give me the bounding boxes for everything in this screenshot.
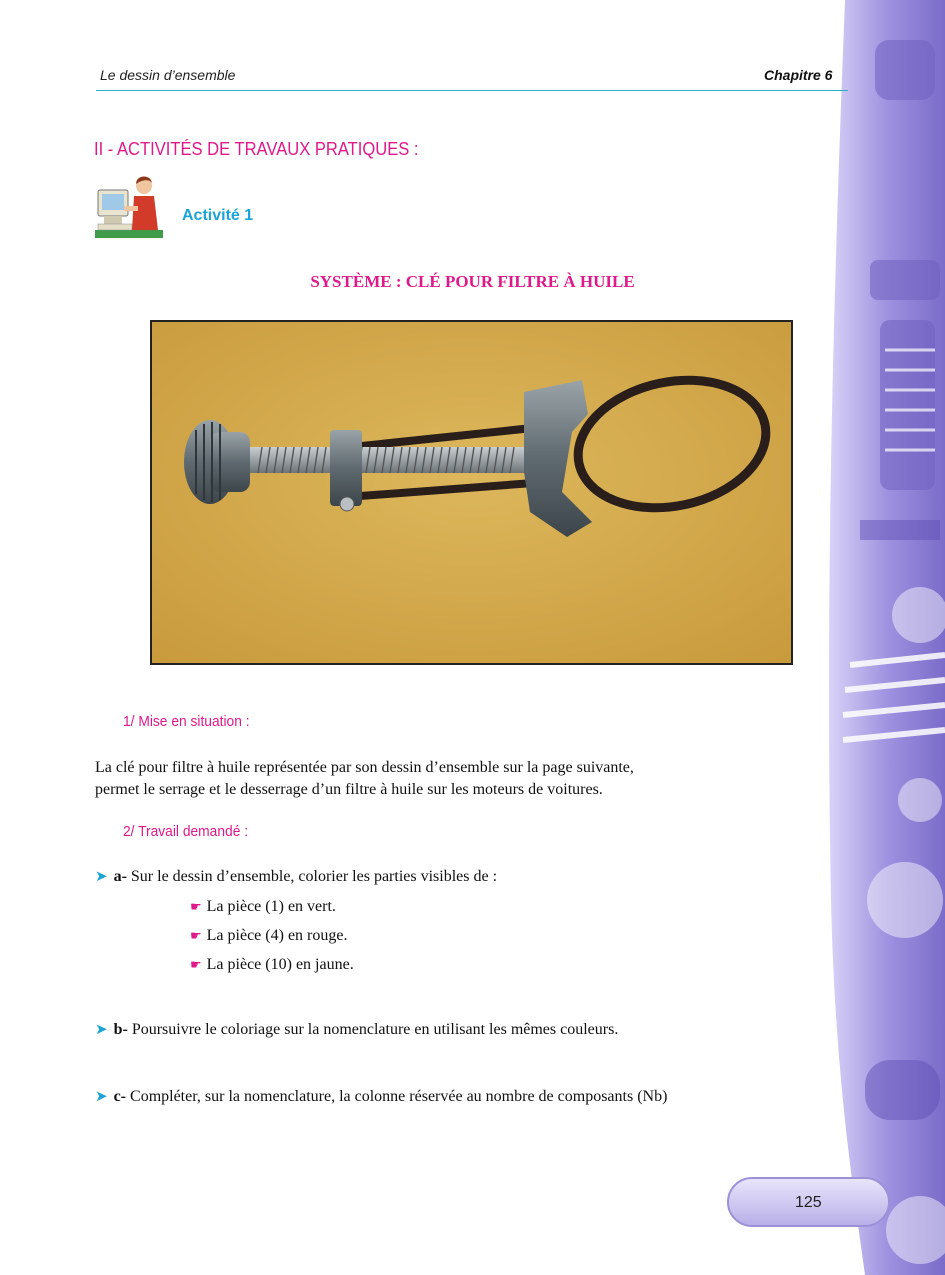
task-c	[95, 1086, 667, 1107]
running-header-title: Le dessin d’ensemble	[100, 67, 236, 83]
paragraph-line: La clé pour filtre à huile représentée par son dessin d’ensemble sur la page suivante,	[95, 759, 634, 776]
page-number: 125	[795, 1194, 822, 1211]
arrow-bullet-icon: ➤	[95, 1020, 108, 1038]
list-item-text: La pièce (4) en rouge.	[206, 927, 348, 944]
task-b	[95, 1019, 618, 1040]
oil-filter-wrench-photo	[150, 320, 793, 665]
arrow-bullet-icon: ➤	[95, 1087, 108, 1105]
paragraph-line: permet le serrage et le desserrage d’un filtre à huile sur les moteurs de voitures.	[95, 781, 603, 798]
running-header-chapter: Chapitre 6	[764, 67, 833, 83]
travail-demande-heading: 2/ Travail demandé :	[123, 823, 249, 840]
list-item-text: La pièce (10) en jaune.	[206, 956, 354, 973]
pointing-hand-icon: ☛	[190, 900, 202, 915]
arrow-bullet-icon: ➤	[95, 867, 108, 885]
task-marker: a-	[113, 868, 127, 885]
task-text: Compléter, sur la nomenclature, la colonne réservée au nombre de composants (Nb)	[130, 1088, 668, 1105]
list-item	[190, 897, 336, 918]
task-marker: b-	[113, 1021, 128, 1038]
pointing-hand-icon: ☛	[190, 958, 202, 973]
task-text: Sur le dessin d’ensemble, colorier les parties visibles de :	[130, 868, 498, 885]
mise-en-situation-text	[95, 757, 775, 801]
list-item	[190, 926, 347, 947]
mise-en-situation-heading: 1/ Mise en situation :	[123, 713, 250, 730]
list-item-text: La pièce (1) en vert.	[206, 898, 336, 915]
list-item	[190, 955, 354, 976]
task-a	[95, 866, 497, 887]
side-decoration	[825, 0, 945, 1275]
task-marker: c-	[113, 1088, 127, 1105]
header-rule	[96, 90, 848, 91]
activity-label: Activité 1	[182, 207, 254, 224]
pointing-hand-icon: ☛	[190, 929, 202, 944]
task-text: Poursuivre le coloriage sur la nomenclature en utilisant les mêmes couleurs.	[131, 1021, 619, 1038]
person-at-computer-icon	[94, 172, 164, 240]
system-title: SYSTÈME : CLÉ POUR FILTRE À HUILE	[310, 272, 635, 291]
section-title: II - ACTIVITÉS DE TRAVAUX PRATIQUES :	[94, 139, 419, 159]
